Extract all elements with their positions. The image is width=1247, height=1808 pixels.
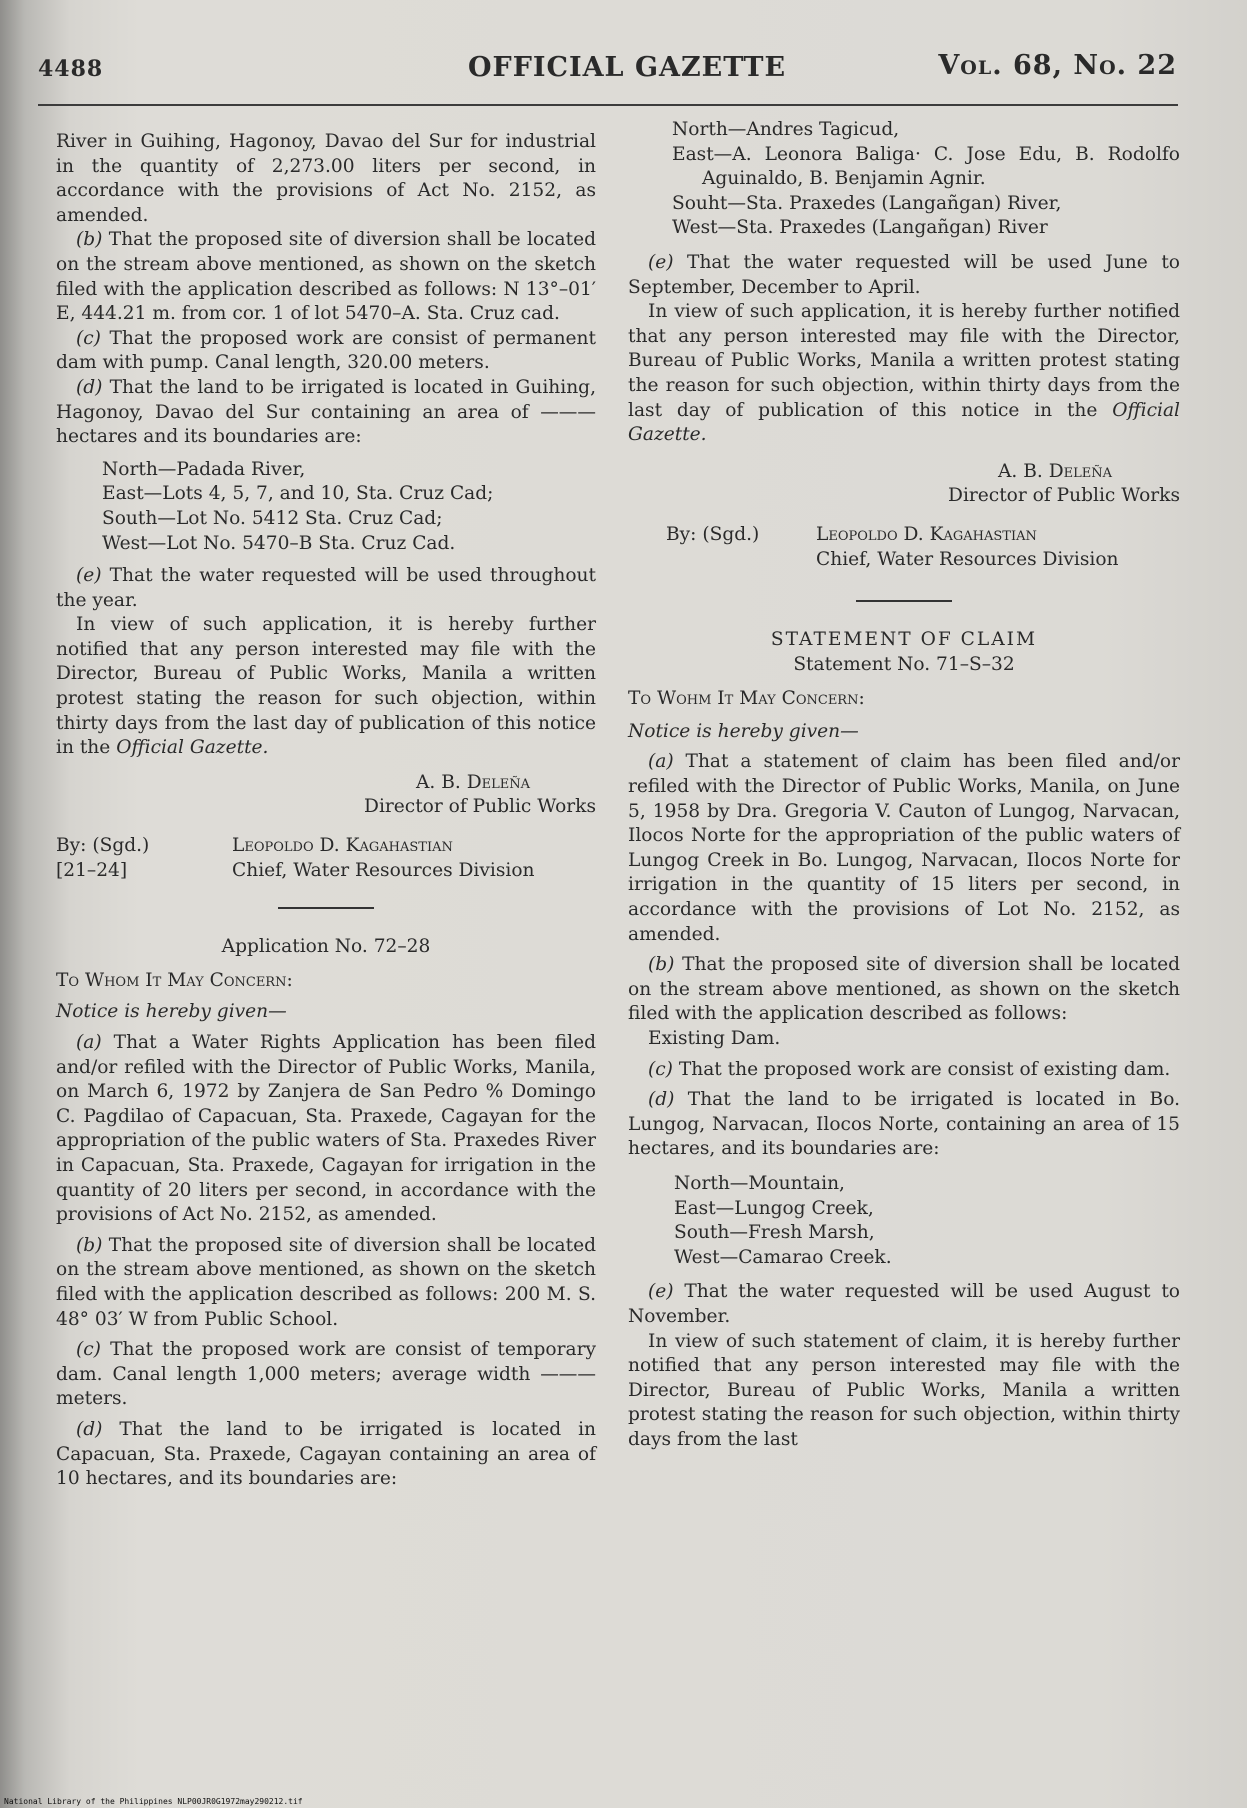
- list-item: East—Lots 4, 5, 7, and 10, Sta. Cruz Cad;: [102, 483, 494, 505]
- paragraph: (a) That a statement of claim has been filed and/or refiled with the Director of Public Works, Manila, on June 5, 1958 by Dra. Gregoria V. Cauton of Lungog, Narvacan, Ilocos Norte for the appropriation of the public waters of Lungog Creek in Bo. Lungog, Narvacan, Ilocos Norte for irrigation in the quantity of 15 liters per second, in accordance with the provisions of Lot No. 2152, as amended.: [628, 751, 1180, 945]
- paragraph: (b) That the proposed site of diversion shall be located on the stream above mentioned, as shown on the sketch filed with the application described as follows:: [628, 954, 1180, 1025]
- paragraph: In view of such application, it is hereby further notified that any person interested may file with the Director, Bureau of Public Works, Manila a written protest stating the reason for such objection, within thirty days from the last day of publication of this notice in the Official Gazette.: [56, 614, 596, 759]
- list-item: West—Lot No. 5470–B Sta. Cruz Cad.: [102, 532, 456, 554]
- paragraph: (a) That a Water Rights Application has been filed and/or refiled with the Director of Public Works, Manila, on March 6, 1972 by Zanjera de San Pedro % Domingo C. Pagdilao of Capacuan, Sta. Praxede, Cagayan for the appropriation of the public waters of Sta. Praxedes River in Capacuan, Sta. Praxede, Cagayan for irrigation in the quantity of 20 liters per second, in accordance with the provisions of Act No. 2152, as amended.: [56, 1032, 596, 1226]
- by-title: Chief, Water Resources Division: [816, 548, 1119, 570]
- section-heading: STATEMENT OF CLAIM: [770, 629, 1038, 651]
- boundary-list: [628, 118, 1180, 241]
- volume-number: Vol. 68, No. 22: [938, 50, 1177, 81]
- left-column: [56, 130, 596, 1492]
- by-label: By: (Sgd.): [56, 835, 150, 857]
- page-header: [0, 48, 1247, 88]
- signatory-name: A. B. Deleña: [997, 460, 1112, 482]
- notice-line: Notice is hereby given—: [56, 1001, 287, 1023]
- section-heading: Application No. 72–28: [221, 936, 431, 958]
- paragraph: In view of such statement of claim, it is hereby further notified that any person interested may file with the Director, Bureau of Public Works, Manila a written protest stating the reason for such objection, within thirty days from the last: [628, 1330, 1180, 1450]
- paragraph: (d) That the land to be irrigated is located in Capacuan, Sta. Praxede, Cagayan containing an area of 10 hectares, and its boundaries are:: [56, 1418, 596, 1490]
- list-item: East—Lungog Creek,: [674, 1197, 874, 1219]
- list-item: North—Mountain,: [674, 1172, 845, 1194]
- paragraph: (e) That the water requested will be used August to November.: [628, 1281, 1180, 1327]
- signatory-title: Director of Public Works: [948, 485, 1180, 507]
- paragraph: (c) That the proposed work are consist of temporary dam. Canal length 1,000 meters; average width ——— meters.: [56, 1339, 596, 1410]
- signed-by-title: [628, 548, 1180, 573]
- boundary-list: [56, 458, 596, 556]
- paragraph: (b) That the proposed site of diversion shall be located on the stream above mentioned, as shown on the sketch filed with the application described as follows: N 13°–01′ E, 444.21 m. from cor. 1 of lot 5470–A. Sta. Cruz cad.: [56, 229, 596, 325]
- salutation: To Whom It May Concern:: [56, 969, 293, 991]
- by-label: By: (Sgd.): [666, 523, 760, 545]
- paragraph: (c) That the proposed work are consist of existing dam.: [648, 1058, 1171, 1080]
- by-title: Chief, Water Resources Division: [232, 859, 535, 881]
- reference-number: [21–24]: [56, 859, 128, 881]
- list-item: West—Camarao Creek.: [674, 1246, 892, 1268]
- page-number: 4488: [38, 56, 104, 82]
- list-item: South—Fresh Marsh,: [674, 1222, 875, 1244]
- paragraph: In view of such application, it is hereby further notified that any person interested may file with the Director, Bureau of Public Works, Manila a written protest stating the reason for such objection, within thirty days from the last day of publication of this notice in the Official Gazette.: [628, 301, 1180, 446]
- list-item: West—Sta. Praxedes (Langañgan) River: [672, 217, 1048, 239]
- paragraph: (d) That the land to be irrigated is located in Bo. Lungog, Narvacan, Ilocos Norte, containing an area of 15 hectares, and its boundaries are:: [628, 1089, 1180, 1160]
- paragraph: River in Guihing, Hagonoy, Davao del Sur for industrial in the quantity of 2,273.00 liters per second, in accordance with the provisions of Act No. 2152, as amended.: [56, 131, 596, 226]
- notice-line: Notice is hereby given—: [628, 720, 859, 742]
- statement-number: Statement No. 71–S–32: [793, 653, 1015, 675]
- list-item: South—Lot No. 5412 Sta. Cruz Cad;: [102, 507, 443, 529]
- by-name: Leopoldo D. Kagahastian: [232, 835, 453, 857]
- publication-title: OFFICIAL GAZETTE: [468, 52, 787, 83]
- paragraph: Existing Dam.: [648, 1028, 781, 1049]
- paragraph: (c) That the proposed work are consist of permanent dam with pump. Canal length, 320.00 meters.: [56, 327, 596, 374]
- salutation: To Wohm It May Concern:: [628, 688, 865, 710]
- by-name: Leopoldo D. Kagahastian: [816, 523, 1037, 545]
- paragraph: (e) That the water requested will be used June to September, December to April.: [628, 251, 1180, 298]
- header-rule: [38, 104, 1178, 106]
- signed-by-title: [56, 859, 596, 884]
- signatory-name: A. B. Deleña: [415, 771, 530, 793]
- list-item: North—Padada River,: [102, 458, 306, 480]
- signed-by: [56, 834, 596, 859]
- boundary-list: [628, 1172, 1180, 1270]
- list-item: East—A. Leonora Baliga· C. Jose Edu, B. Rodolfo Aguinaldo, B. Benjamin Agnir.: [672, 143, 1180, 190]
- signatory-title: Director of Public Works: [364, 796, 596, 818]
- section-separator: [278, 907, 374, 909]
- list-item: Souht—Sta. Praxedes (Langañgan) River,: [672, 192, 1062, 214]
- paragraph: (b) That the proposed site of diversion shall be located on the stream above mentioned, as shown on the sketch filed with the application described as follows: 200 M. S. 48° 03′ W from Public School.: [56, 1234, 596, 1330]
- scan-footer: National Library of the Philippines NLP00JR0G1972may290212.tif: [4, 1797, 303, 1806]
- section-separator: [856, 600, 952, 602]
- paragraph: (d) That the land to be irrigated is located in Guihing, Hagonoy, Davao del Sur containing an area of ——— hectares and its boundaries are:: [56, 376, 596, 448]
- list-item: North—Andres Tagicud,: [672, 119, 900, 140]
- paragraph: (e) That the water requested will be used throughout the year.: [56, 565, 596, 611]
- right-column: [628, 118, 1180, 1453]
- signed-by: [628, 523, 1180, 548]
